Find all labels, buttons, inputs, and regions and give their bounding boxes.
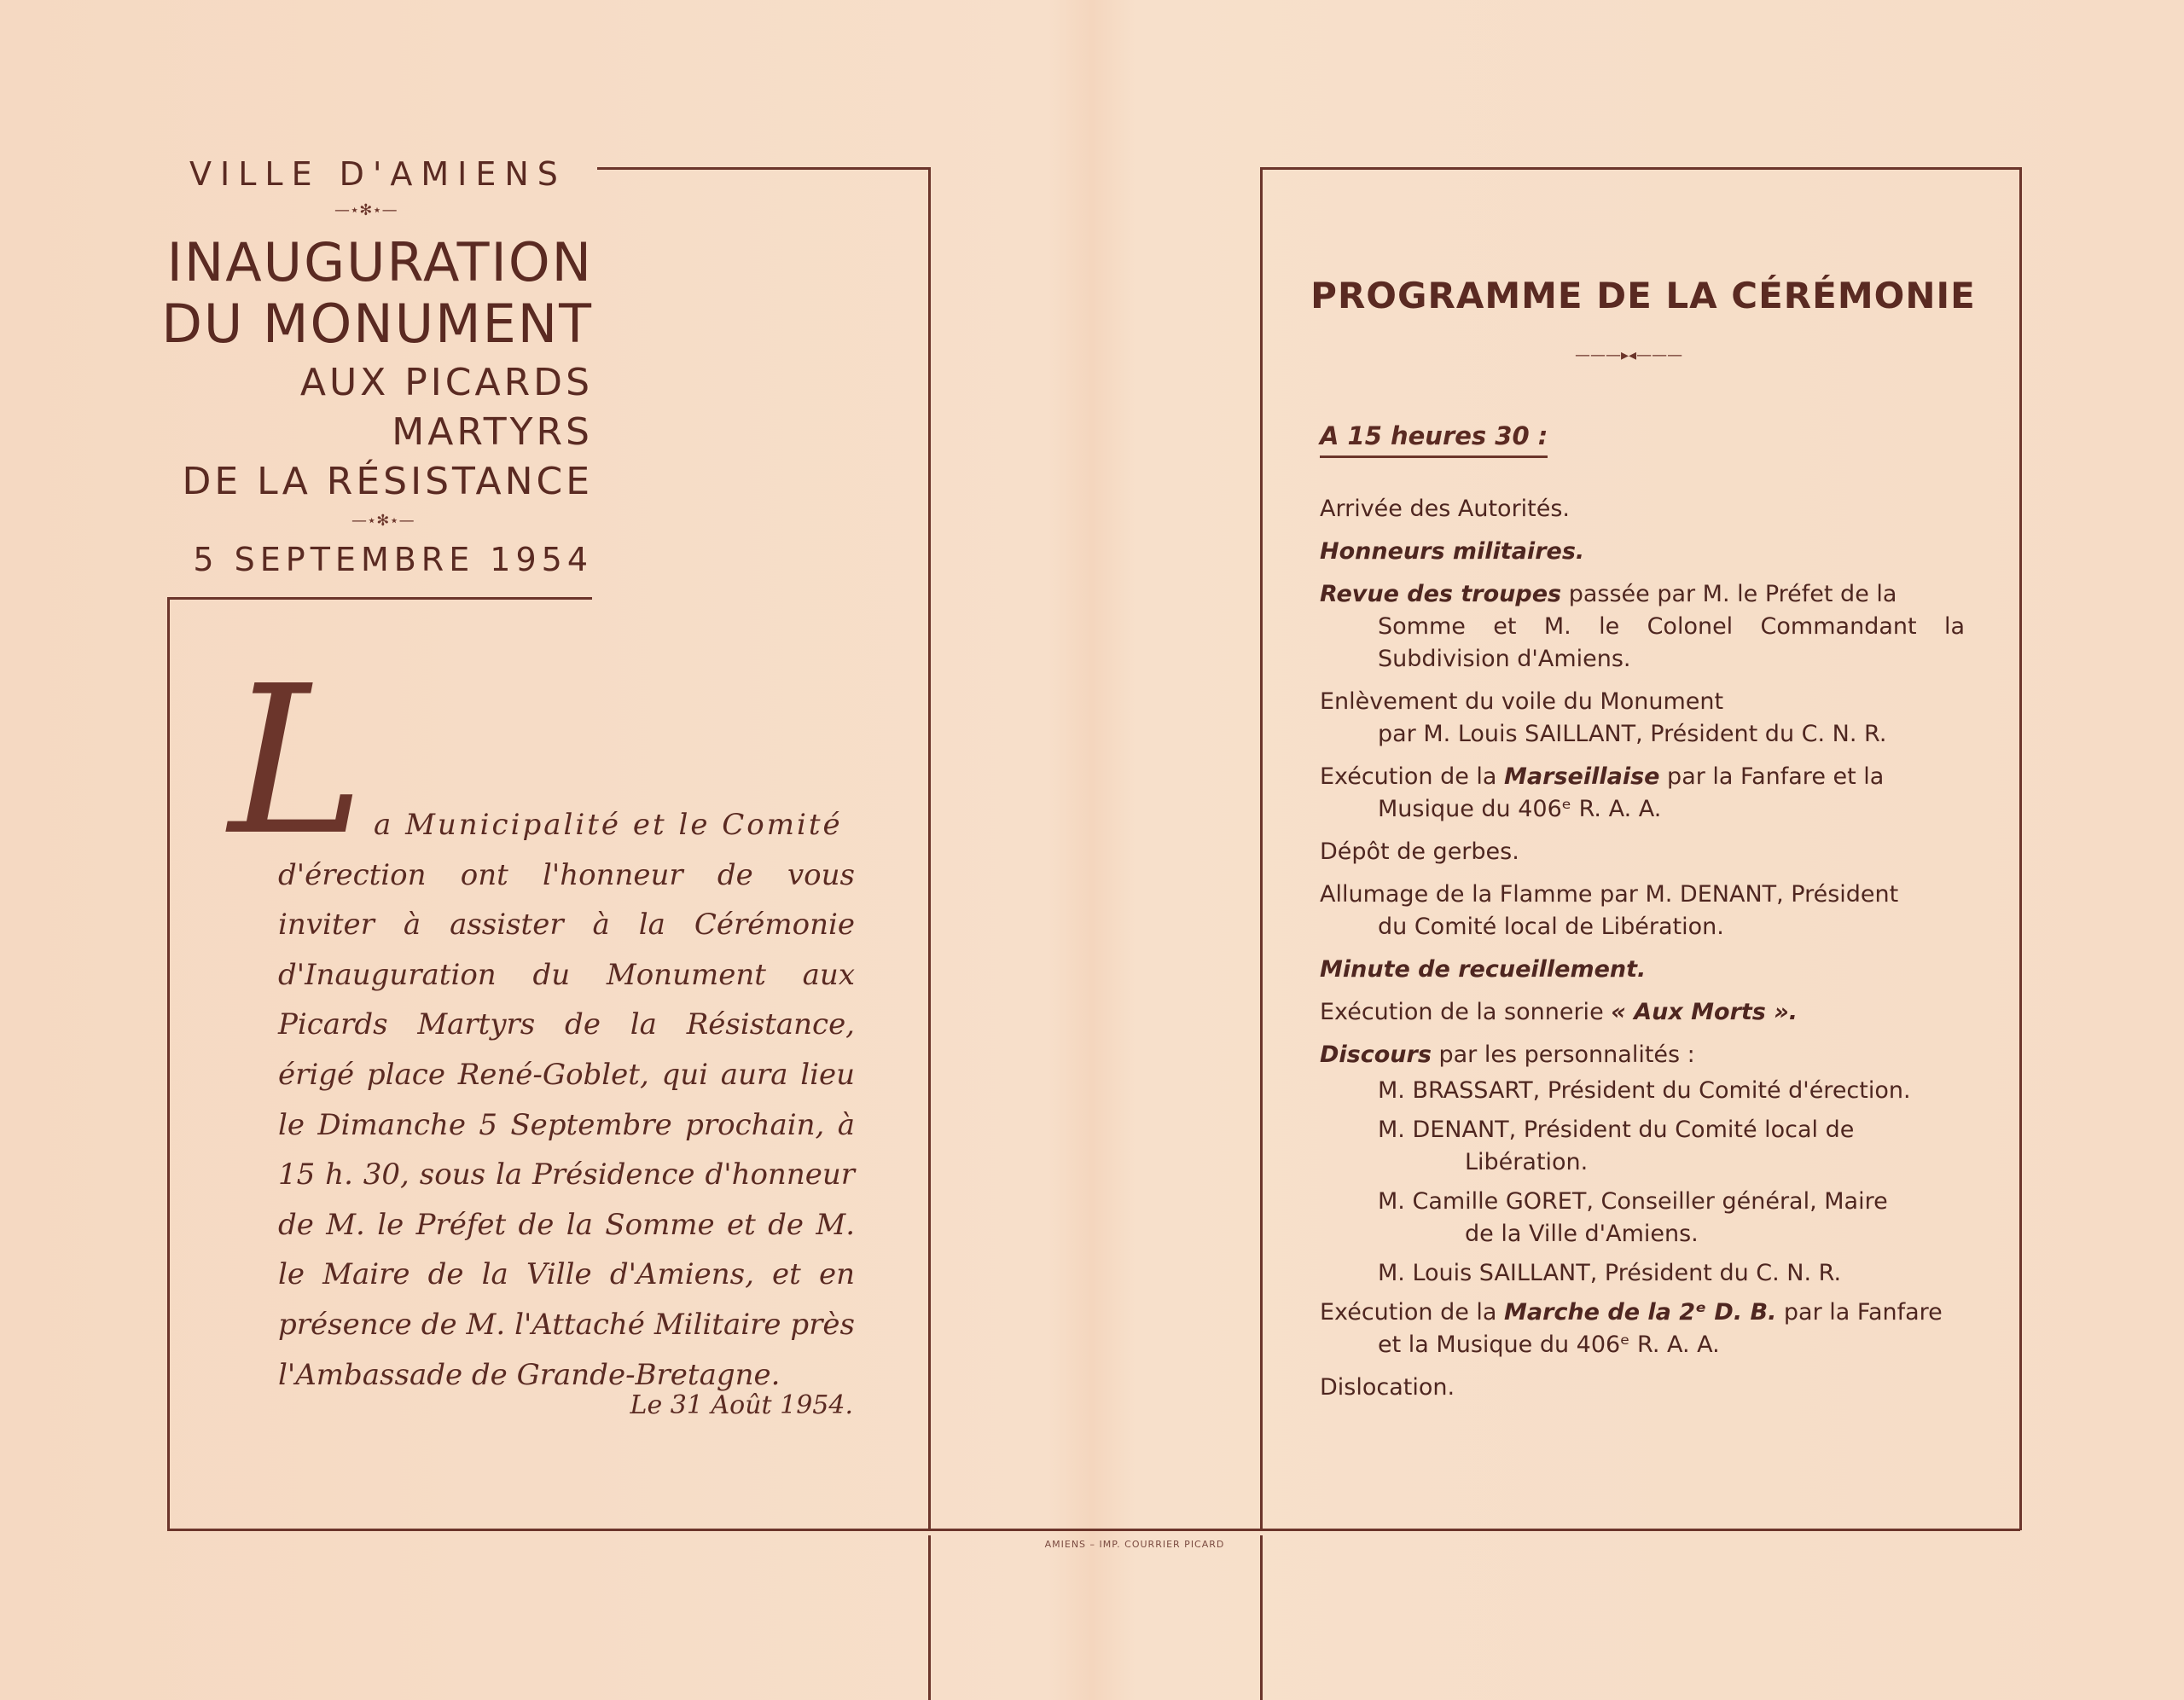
left-frame-inner-top	[167, 597, 592, 600]
speaker-item: M. DENANT, Président du Comité local de Libération.	[1378, 1117, 1855, 1175]
bottom-rule	[167, 1529, 2020, 1531]
invitation-text	[278, 800, 855, 1400]
right-frame-top	[1260, 167, 2022, 170]
right-frame-right	[2019, 167, 2022, 1530]
right-frame-left	[1260, 167, 1263, 1530]
left-frame-top	[597, 167, 931, 170]
fold-line-right	[1260, 1535, 1263, 1700]
subtitle-line-2: MARTYRS	[392, 410, 593, 454]
main-title	[158, 232, 593, 355]
programme-item: Allumage de la Flamme par M. DENANT, Président du Comité local de Libération.	[1320, 881, 1899, 940]
left-frame-left	[167, 597, 170, 1530]
printer-imprint: AMIENS – IMP. COURRIER PICARD	[1044, 1539, 1225, 1550]
programme-title: PROGRAMME DE LA CÉRÉMONIE	[1310, 275, 1976, 316]
programme-item: Discours par les personnalités :	[1320, 1041, 1695, 1068]
programme-item: Minute de recueillement.	[1320, 956, 1647, 983]
title-line-2: DU MONUMENT	[161, 293, 593, 355]
programme-item: Exécution de la Marche de la 2ᵉ D. B. par la Fanfare et la Musique du 406ᵉ R. A. A.	[1320, 1299, 1943, 1358]
programme-item: Exécution de la sonnerie « Aux Morts ».	[1320, 999, 1798, 1025]
ornament-middle: —⋆✻⋆—	[351, 512, 415, 530]
programme-item: Exécution de la Marseillaise par la Fanfare et la Musique du 406ᵉ R. A. A.	[1320, 763, 1885, 822]
speaker-item: M. Camille GORET, Conseiller général, Maire de la Ville d'Amiens.	[1378, 1188, 1888, 1247]
ornament-programme: ———▸◂———	[1575, 346, 1683, 364]
programme-item: Honneurs militaires.	[1320, 538, 1585, 565]
programme-item: Dislocation.	[1320, 1374, 1455, 1401]
programme-item: Enlèvement du voile du Monument par M. Louis SAILLANT, Président du C. N. R.	[1320, 688, 1887, 747]
invitation-body: d'érection ont l'honneur de vous inviter à assister à la Cérémonie d'Inauguration du Monument aux Picards Martyrs de la Résistance, érigé place René-Goblet, qui aura lieu le Dimanche 5 Septembre prochain, à 15 h. 30, sous la Présidence d'honneur de M. le Préfet de la Somme et de M. le Maire de la Ville d'Amiens, et en présence de M. l'Attaché Militaire près l'Ambassade de Grande-Bretagne.	[278, 857, 855, 1392]
programme-list	[1320, 493, 1965, 1414]
speaker-item: M. BRASSART, Président du Comité d'érection.	[1378, 1077, 1911, 1104]
programme-item: Revue des troupes passée par M. le Préfet de la Somme et M. le Colonel Commandant la Subdivision d'Amiens.	[1320, 581, 1965, 672]
city-heading: VILLE D'AMIENS	[189, 155, 566, 193]
signature-date: Le 31 Août 1954.	[630, 1390, 853, 1420]
ornament-top: —⋆✻⋆—	[334, 201, 398, 219]
speaker-item: M. Louis SAILLANT, Président du C. N. R.	[1378, 1260, 1842, 1286]
subtitle	[158, 358, 593, 507]
decorative-initial: L	[229, 641, 365, 880]
subtitle-line-3: DE LA RÉSISTANCE	[182, 460, 593, 503]
invitation-first-line: a Municipalité et le Comité	[374, 808, 843, 842]
programme-item: Dépôt de gerbes.	[1320, 838, 1519, 865]
left-frame-right	[928, 167, 931, 1530]
event-date: 5 SEPTEMBRE 1954	[193, 541, 593, 578]
programme-item: Arrivée des Autorités.	[1320, 496, 1571, 522]
time-heading: A 15 heures 30 :	[1320, 421, 1548, 458]
title-line-1: INAUGURATION	[166, 231, 593, 293]
fold-line-left	[928, 1535, 931, 1700]
subtitle-line-1: AUX PICARDS	[299, 361, 593, 404]
